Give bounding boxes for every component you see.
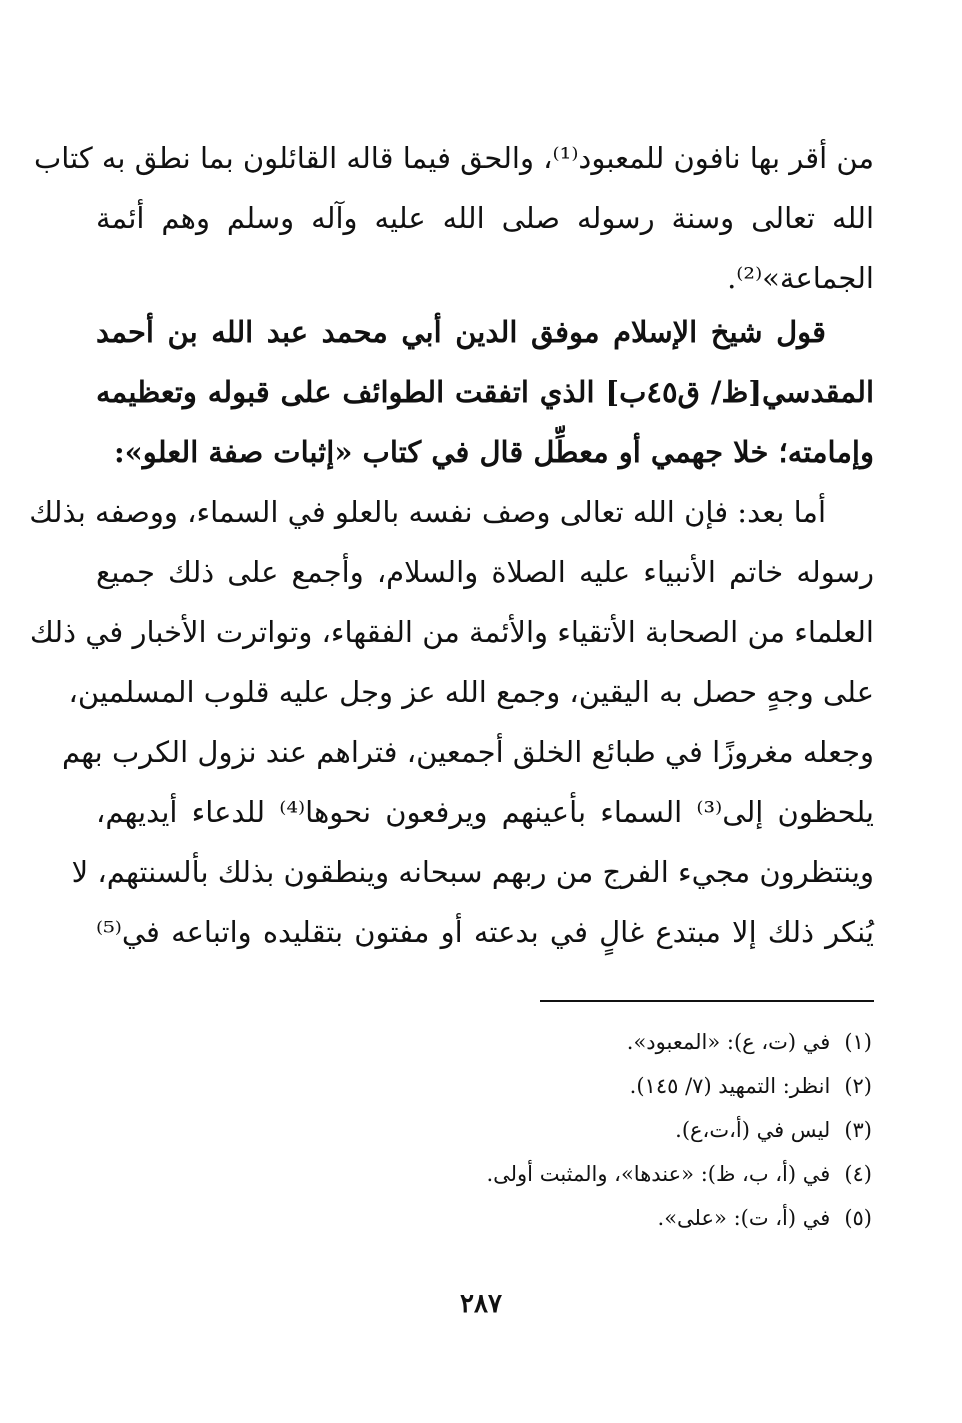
footnote-text: في (ت، ع): «المعبود». [626, 1030, 831, 1054]
text-line: من أقر بها نافون للمعبود⁽¹⁾، والحق فيما قاله القائلون بما نطق به كتاب [33, 141, 874, 175]
heading-line: قول شيخ الإسلام موفق الدين أبي محمد عبد الله بن أحمد [96, 315, 826, 349]
text-line: يلحظون إلى⁽³⁾ السماء بأعينهم ويرفعون نحوها⁽⁴⁾ للدعاء أيديهم، [96, 795, 874, 829]
footnote-text: انظر: التمهيد (٧/ ١٤٥). [629, 1074, 831, 1098]
footnote-item [172, 1064, 872, 1108]
footnote-text: في (أ، ب، ظ): «عندها»، والمثبت أولى. [486, 1162, 831, 1186]
paragraph-continued [33, 128, 874, 308]
footnote-number: (٣) [844, 1118, 872, 1142]
text-line: على وجهٍ حصل به اليقين، وجمع الله عز وجل عليه قلوب المسلمين، [68, 675, 874, 709]
text-line: الله تعالى وسنة رسوله صلى الله عليه وآله وسلم وهم أئمة [96, 201, 874, 235]
footnote-number: (١) [844, 1030, 872, 1054]
footnote-item [172, 1020, 872, 1064]
footnote-item [172, 1196, 872, 1240]
page-number: ٢٨٧ [460, 1289, 502, 1319]
footnote-number: (٢) [844, 1074, 872, 1098]
footnote-number: (٤) [844, 1162, 872, 1186]
text-line: الجماعة»⁽²⁾. [727, 261, 874, 295]
footnote-item [172, 1152, 872, 1196]
text-line: يُنكر ذلك إلا مبتدع غالٍ في بدعته أو مفتون بتقليده واتباعه في⁽⁵⁾ [96, 915, 874, 949]
heading-line: المقدسي[ظ/ ق٤٥ب] الذي اتفقت الطوائف على قبوله وتعظيمه [96, 375, 875, 409]
footnote-item [172, 1108, 872, 1152]
footnote-divider [540, 1000, 874, 1002]
footnote-number: (٥) [844, 1206, 872, 1230]
text-line: رسوله خاتم الأنبياء عليه الصلاة والسلام، وأجمع على ذلك جميع [96, 555, 874, 589]
text-line: وجعله مغروزًا في طبائع الخلق أجمعين، فتراهم عند نزول الكرب بهم [61, 735, 874, 769]
text-line: أما بعد: فإن الله تعالى وصف نفسه بالعلو في السماء، ووصفه بذلك [29, 495, 826, 529]
text-line: وينتظرون مجيء الفرج من ربهم سبحانه وينطقون بذلك بألسنتهم، لا [71, 855, 874, 889]
heading-line: وإمامته؛ خلا جهمي أو معطِّل قال في كتاب «إثبات صفة العلو»: [113, 435, 874, 469]
quote-heading-paragraph [96, 302, 874, 482]
text-line: العلماء من الصحابة الأتقياء والأئمة من الفقهاء، وتواترت الأخبار في ذلك [29, 615, 874, 649]
quoted-paragraph [29, 482, 874, 962]
footnotes [172, 1020, 872, 1240]
footnote-text: في (أ، ت): «على». [657, 1206, 831, 1230]
footnote-text: ليس في (أ،ت،ع). [675, 1118, 831, 1142]
